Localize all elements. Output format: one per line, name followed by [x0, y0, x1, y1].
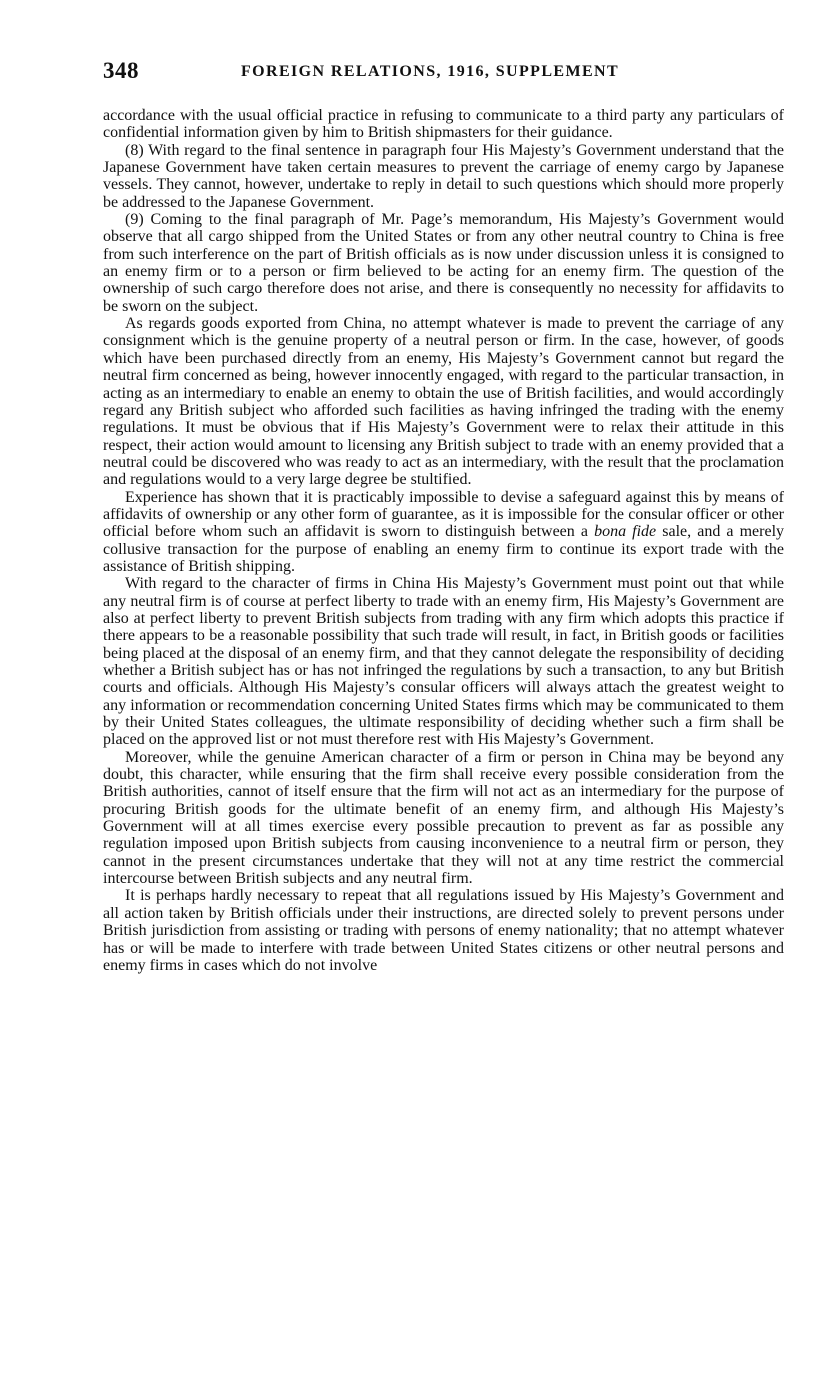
paragraph-affidavits	[103, 489, 784, 576]
paragraph-affidavits-italic-term: bona fide	[594, 523, 657, 541]
paragraph-character-of-firms: With regard to the character of firms in China His Majesty’s Government must point out that while any neutral firm is of course at perfect liberty to trade with an enemy firm, His Majesty’s Government are also at perfect liberty to prevent British subjects from trading with any firm which adopts this practice if there appears to be a reasonable possibility that such trade will result, in fact, in British goods or facilities being placed at the disposal of an enemy firm, and that they cannot delegate the responsibility of deciding whether a British subject has or has not infringed the regulations by such a transaction, to any but British courts and officials. Although His Majesty’s consular officers will always attach the greatest weight to any information or recommendation concerning United States firms which may be communicated to them by their United States colleagues, the ultimate responsibility of deciding whether such a firm shall be placed on the approved list or not must therefore rest with His Majesty’s Government.	[103, 575, 784, 749]
running-head	[103, 58, 784, 88]
paragraph-affidavits-text-start: Experience has shown that it is practicably impossible to devise a safeguard against this by means of affidavits of ownership or any other form of guarantee, as it is impossible for the consular officer or other official before whom such an affidavit is sworn to distinguish between a	[103, 488, 784, 541]
body-text	[103, 107, 784, 974]
running-title: FOREIGN RELATIONS, 1916, SUPPLEMENT	[241, 63, 620, 80]
paragraph-item-8: (8) With regard to the final sentence in paragraph four His Majesty’s Government understand that the Japanese Government have taken certain measures to prevent the carriage of enemy cargo by Japanese vessels. They cannot, however, undertake to reply in detail to such questions which should more properly be addressed to the Japanese Government.	[103, 141, 784, 211]
paragraph-item-9: (9) Coming to the final paragraph of Mr. Page’s memorandum, His Majesty’s Government would observe that all cargo shipped from the United States or from any other neutral country to China is free from such interference on the part of British officials as is now under discussion unless it is consigned to an enemy firm or to a person or firm believed to be acting for an enemy firm. The question of the ownership of such cargo therefore does not arise, and there is consequently no necessity for affidavits to be sworn on the subject.	[103, 211, 784, 315]
paragraph-goods-exported-from-china: As regards goods exported from China, no attempt whatever is made to prevent the carriage of any consignment which is the genuine property of a neutral person or firm. In the case, however, of goods which have been purchased directly from an enemy, His Majesty’s Government cannot but regard the neutral firm concerned as being, however innocently engaged, with regard to the particular transaction, in acting as an intermediary to enable an enemy to obtain the use of British facilities, and would accordingly regard any British subject who afforded such facilities as having infringed the trading with the enemy regulations. It must be obvious that if His Majesty’s Government were to relax their attitude in this respect, their action would amount to licensing any British subject to trade with an enemy provided that a neutral could be discovered who was ready to act as an intermediary, with the result that the proclamation and regulations would to a very large degree be stultified.	[103, 315, 784, 489]
page-number: 348	[103, 58, 139, 83]
paragraph-continuation: accordance with the usual official practice in refusing to communicate to a third party any particulars of confidential information given by him to British shipmasters for their guidance.	[103, 107, 784, 142]
document-page	[103, 58, 784, 974]
paragraph-regulations-summary: It is perhaps hardly necessary to repeat that all regulations issued by His Majesty’s Government and all action taken by British officials under their instructions, are directed solely to prevent persons under British jurisdiction from assisting or trading with persons of enemy nationality; that no attempt whatever has or will be made to interfere with trade between United States citizens or other neutral persons and enemy firms in cases which do not involve	[103, 887, 784, 974]
paragraph-affidavits-text-end: sale, and a merely collusive transaction for the purpose of enabling an enemy firm to continue its export trade with the assistance of British shipping.	[103, 523, 785, 575]
paragraph-american-character: Moreover, while the genuine American character of a firm or person in China may be beyond any doubt, this character, while ensuring that the firm shall receive every possible consideration from the British authorities, cannot of itself ensure that the firm will not act as an intermediary for the purpose of procuring British goods for the ultimate benefit of an enemy firm, and although His Majesty’s Government will at all times exercise every possible precaution to prevent as far as possible any regulation imposed upon British subjects from causing inconvenience to a neutral firm or person, they cannot in the present circumstances undertake that they will not at any time restrict the commercial intercourse between British subjects and any neutral firm.	[103, 748, 784, 888]
